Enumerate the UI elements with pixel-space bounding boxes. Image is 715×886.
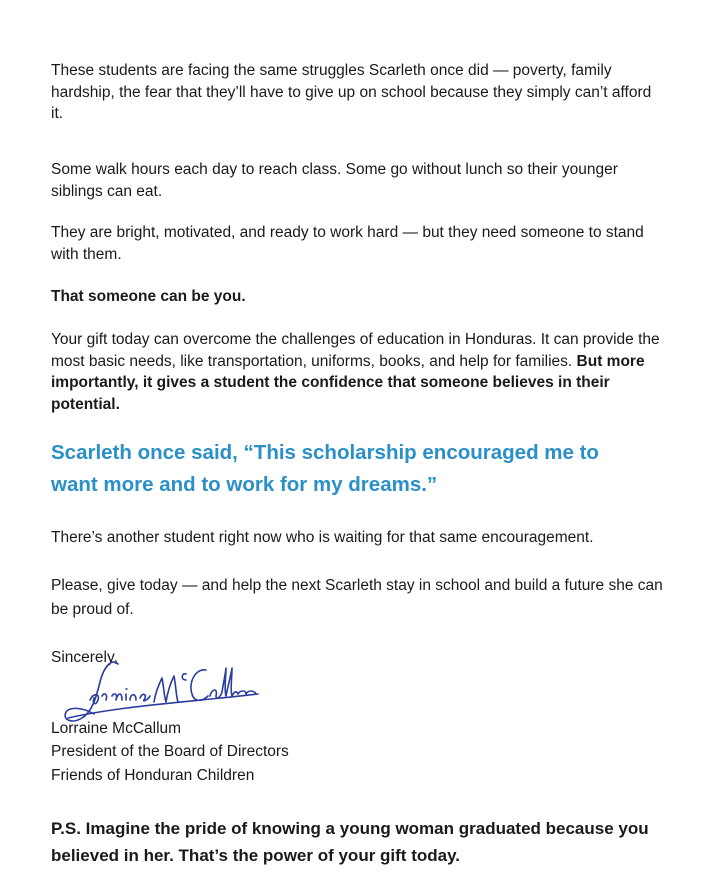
signer-organization: Friends of Honduran Children [51, 766, 255, 784]
paragraph-struggles: These students are facing the same struggles Scarleth once did — poverty, family hardship, the fear that they’ll have to give up on school because they simply can’t afford it. [51, 62, 652, 122]
paragraph-another-student: There’s another student right now who is waiting for that same encouragement. [51, 529, 594, 546]
scarleth-quote: Scarleth once said, “This scholarship encouraged me to want more and to work for my dreams.” [51, 441, 599, 496]
gift-impact-emphasis: But more importantly, it gives a student the confidence that someone believes in their potential. [51, 352, 645, 413]
handwritten-signature [60, 656, 260, 730]
signer-name: Lorraine McCallum [51, 719, 182, 737]
postscript: P.S. Imagine the pride of knowing a young woman graduated because you believed in her. That’s the power of your gift today. [51, 819, 649, 865]
signer-title: President of the Board of Directors [51, 743, 289, 760]
paragraph-gift-impact [51, 329, 663, 415]
paragraph-motivation: They are bright, motivated, and ready to work hard — but they need someone to stand with them. [51, 224, 644, 263]
paragraph-call-to-action: That someone can be you. [51, 288, 246, 305]
paragraph-give-today: Please, give today — and help the next Scarleth stay in school and build a future she can be proud of. [51, 577, 663, 618]
closing-salutation: Sincerely, [51, 649, 118, 666]
paragraph-hardships: Some walk hours each day to reach class. Some go without lunch so their younger siblings can eat. [51, 161, 618, 200]
gift-impact-text: Your gift today can overcome the challenges of education in Honduras. It can provide the most basic needs, like transportation, uniforms, books, and help for families. [51, 331, 660, 370]
